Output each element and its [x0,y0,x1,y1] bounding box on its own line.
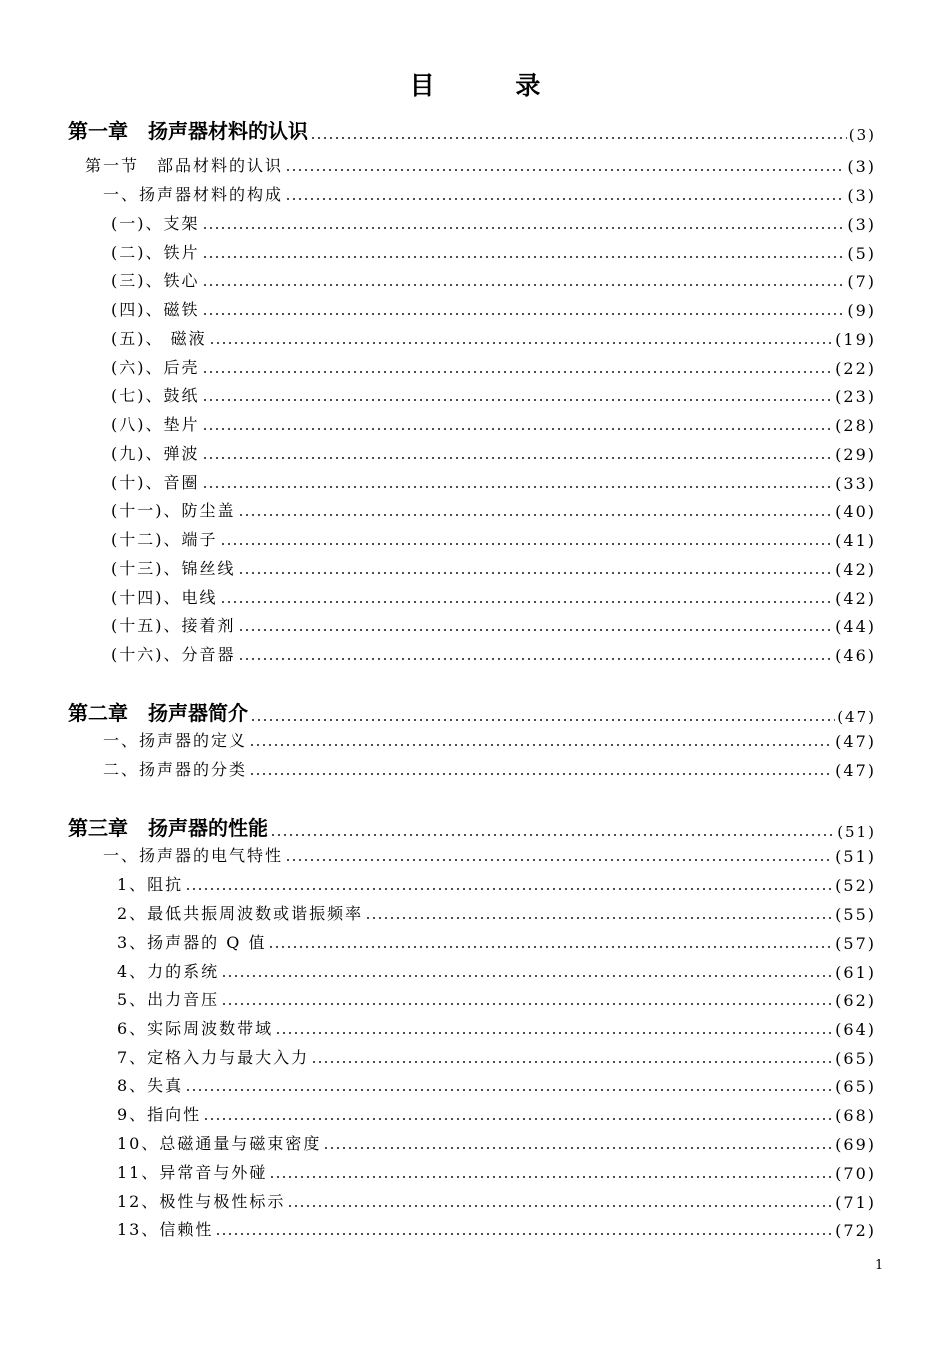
dot-leader [323,1146,833,1150]
toc-entry-label: (十)、音圈 [111,473,200,492]
toc-entry-page: (33) [835,474,876,493]
toc-entry-page: (3) [847,157,876,176]
toc-entry-label: 11、异常音与外碰 [117,1163,268,1182]
toc-entry-item [117,929,876,953]
toc-entry-page: (69) [835,1135,876,1154]
toc-entry-item [111,555,876,579]
toc-entry-label: 一、扬声器材料的构成 [103,185,284,204]
toc-entry-subsection [103,756,876,780]
toc-entry-label: 12、极性与极性标示 [117,1192,286,1211]
toc-entry-label: 一、扬声器的定义 [103,731,248,750]
toc-entry-page: (72) [835,1221,876,1240]
toc-entry-label: (十六)、分音器 [111,645,236,664]
toc-entry-label: (二)、铁片 [111,243,200,262]
toc-entry-page: (57) [835,934,876,953]
toc-entry-item [117,986,876,1010]
toc-entry-item [111,239,876,263]
toc-entry-label: 第三章 扬声器的性能 [68,816,268,840]
toc-entry-page: (47) [837,708,876,726]
toc-entry-label: (五)、 磁液 [111,329,207,348]
dot-leader [209,341,834,345]
document-title: 目 录 [409,71,577,100]
toc-entry-label: (八)、垫片 [111,415,200,434]
dot-leader [202,398,834,402]
toc-entry-page: (23) [835,387,876,406]
dot-leader [250,718,835,722]
toc-entry-page: (46) [835,646,876,665]
toc-entry-label: (六)、后壳 [111,358,200,377]
toc-entry-item [117,958,876,982]
toc-entry-item [111,469,876,493]
dot-leader [365,916,833,920]
dot-leader [249,743,833,747]
toc-entry-item [117,871,876,895]
dot-leader [202,312,846,316]
dot-leader [185,887,833,891]
toc-entry-page: (22) [835,359,876,378]
toc-entry-item [111,612,876,636]
toc-entry-item [117,1188,876,1212]
dot-leader [202,370,834,374]
toc-entry-label: 5、出力音压 [117,990,220,1009]
toc-entry-item [111,440,876,464]
toc-entry-item [117,900,876,924]
toc-entry-section [85,152,876,176]
toc-entry-label: 第一节 部品材料的认识 [85,156,284,175]
toc-entry-item [111,382,876,406]
toc-entry-subsection [103,842,876,866]
toc-entry-page: (71) [835,1193,876,1212]
toc-entry-page: (61) [835,963,876,982]
toc-entry-item [111,526,876,550]
dot-leader [215,1232,833,1236]
toc-entry-label: 8、失真 [117,1076,184,1095]
toc-entry-label: (一)、支架 [111,214,200,233]
toc-entry-item [111,210,876,234]
toc-entry-page: (64) [835,1020,876,1039]
toc-entry-label: 1、阻抗 [117,875,184,894]
dot-leader [270,833,835,837]
dot-leader [268,945,833,949]
toc-entry-item [111,497,876,521]
toc-entry-page: (65) [835,1049,876,1068]
dot-leader [275,1031,833,1035]
dot-leader [221,974,833,978]
dot-leader [202,226,846,230]
toc-entry-page: (51) [837,823,876,841]
toc-entry-label: (九)、弹波 [111,444,200,463]
dot-leader [221,1002,833,1006]
toc-entry-chapter [68,813,876,841]
toc-entry-label: 一、扬声器的电气特性 [103,846,284,865]
toc-entry-item [111,411,876,435]
toc-entry-label: (十五)、接着剂 [111,616,236,635]
toc-entry-page: (41) [835,531,876,550]
toc-entry-label: 第二章 扬声器简介 [68,701,248,725]
toc-entry-label: 9、指向性 [117,1105,202,1124]
toc-entry-item [111,325,876,349]
toc-entry-label: (三)、铁心 [111,271,200,290]
toc-entry-page: (42) [835,589,876,608]
page-number: 1 [875,1258,884,1273]
dot-leader [238,513,834,517]
toc-entry-item [117,1101,876,1125]
toc-entry-label: 2、最低共振周波数或谐振频率 [117,904,364,923]
toc-entry-item [111,584,876,608]
dot-leader [238,571,834,575]
toc-entry-page: (47) [835,732,876,751]
toc-entry-page: (70) [835,1164,876,1183]
toc-entry-label: (十三)、锦丝线 [111,559,236,578]
toc-entry-page: (55) [835,905,876,924]
toc-entry-label: (十一)、防尘盖 [111,501,236,520]
toc-entry-page: (29) [835,445,876,464]
toc-entry-label: 13、信赖性 [117,1220,214,1239]
toc-entry-item [117,1072,876,1096]
toc-entry-label: 第一章 扬声器材料的认识 [68,119,308,143]
toc-entry-subsection [103,181,876,205]
dot-leader [238,657,834,661]
dot-leader [202,283,846,287]
dot-leader [287,1204,833,1208]
toc-entry-page: (19) [835,330,876,349]
toc-entry-page: (65) [835,1077,876,1096]
dot-leader [220,542,834,546]
dot-leader [220,600,834,604]
toc-entry-page: (9) [847,301,876,320]
toc-entry-item [111,296,876,320]
toc-entry-page: (42) [835,560,876,579]
toc-entry-item [117,1216,876,1240]
toc-entry-page: (3) [848,126,876,144]
toc-entry-item [111,267,876,291]
toc-entry-page: (52) [835,876,876,895]
dot-leader [185,1088,833,1092]
dot-leader [310,136,847,140]
dot-leader [269,1175,833,1179]
dot-leader [285,168,845,172]
toc-entry-label: (七)、鼓纸 [111,386,200,405]
toc-entry-page: (7) [847,272,876,291]
toc-entry-page: (3) [847,186,876,205]
dot-leader [249,772,833,776]
dot-leader [202,427,834,431]
toc-entry-label: (十二)、端子 [111,530,218,549]
toc-entry-page: (28) [835,416,876,435]
toc-entry-item [117,1044,876,1068]
dot-leader [203,1117,833,1121]
toc-entry-label: 4、力的系统 [117,962,220,981]
toc-entry-label: 7、定格入力与最大入力 [117,1048,310,1067]
toc-entry-item [111,354,876,378]
toc-entry-item [111,641,876,665]
toc-entry-chapter [68,116,876,144]
toc-entry-page: (62) [835,991,876,1010]
dot-leader [285,858,833,862]
dot-leader [238,628,834,632]
toc-entry-page: (47) [835,761,876,780]
toc-entry-label: (十四)、电线 [111,588,218,607]
toc-entry-subsection [103,727,876,751]
toc-entry-item [117,1130,876,1154]
toc-entry-page: (51) [835,847,876,866]
toc-entry-page: (40) [835,502,876,521]
toc-entry-label: 10、总磁通量与磁束密度 [117,1134,322,1153]
toc-entry-label: 6、实际周波数带域 [117,1019,274,1038]
toc-entry-page: (5) [847,244,876,263]
toc-entry-item [117,1015,876,1039]
dot-leader [311,1060,833,1064]
toc-entry-label: (四)、磁铁 [111,300,200,319]
toc-entry-chapter [68,698,876,726]
dot-leader [202,485,834,489]
toc-entry-page: (68) [835,1106,876,1125]
toc-entry-page: (3) [847,215,876,234]
dot-leader [202,456,834,460]
dot-leader [202,255,846,259]
toc-entry-label: 3、扬声器的 Q 值 [117,933,267,952]
dot-leader [285,197,845,201]
toc-entry-page: (44) [835,617,876,636]
toc-entry-item [117,1159,876,1183]
toc-entry-label: 二、扬声器的分类 [103,760,248,779]
